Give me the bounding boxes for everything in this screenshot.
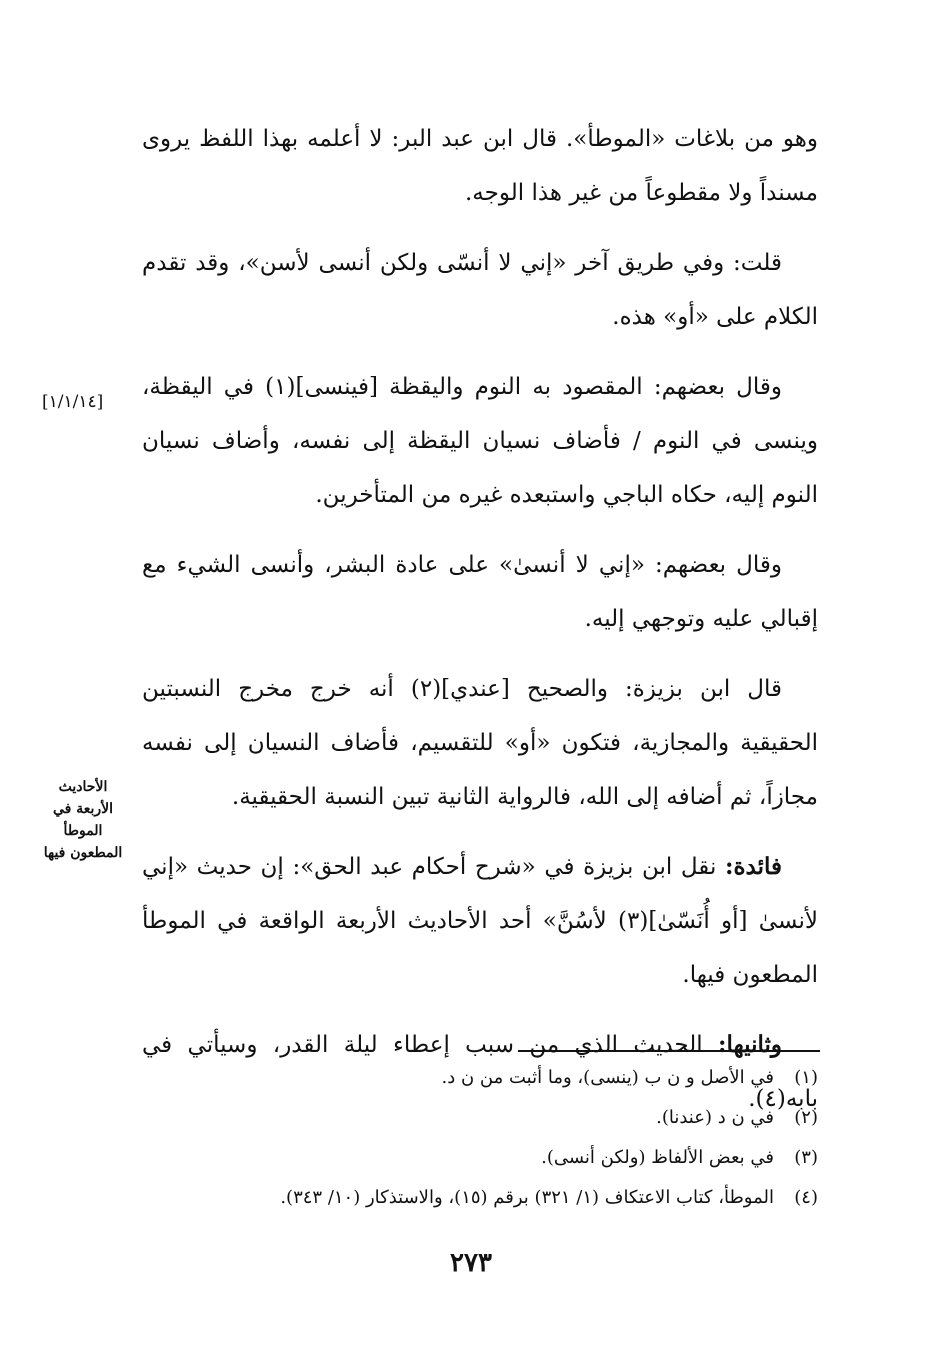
footnote-text: الموطأ، كتاب الاعتكاف (١/ ٣٢١) برقم (١٥)، والاستذكار (١٠/ ٣٤٣). (280, 1187, 774, 1208)
paragraph-4: وقال بعضهم: «إني لا أنسىٰ» على عادة البشر، وأنسى الشيء مع إقبالي عليه وتوجهي إليه. (142, 552, 818, 632)
margin-heading (30, 776, 136, 864)
paragraph-6-text: نقل ابن بزيزة في «شرح أحكام عبد الحق»: إن حديث «إني لأنسىٰ [أو أُنَسّىٰ](٣) لأسُنَّ» أحد الأحاديث الأربعة الواقعة في الموطأ المطعون فيها. (142, 854, 818, 988)
footnote-text: في بعض الألفاظ (ولكن أنسى). (541, 1147, 774, 1168)
footnotes (142, 1058, 818, 1218)
footnote-4 (142, 1178, 818, 1218)
manuscript-folio-reference: [١/١/١٤] (42, 392, 104, 412)
footnote-2 (142, 1098, 818, 1138)
footnote-number: (٤) (794, 1187, 818, 1208)
footnote-1 (142, 1058, 818, 1098)
page-number: ٢٧٣ (450, 1248, 492, 1278)
margin-heading-line: المطعون فيها (43, 845, 123, 861)
footnote-number: (١) (794, 1067, 818, 1088)
paragraph-2: قلت: وفي طريق آخر «إني لا أنسّى ولكن أنسى لأسن»، وقد تقدم الكلام على «أو» هذه. (142, 250, 818, 330)
main-text (142, 112, 818, 1142)
paragraph-1: وهو من بلاغات «الموطأ». قال ابن عبد البر: لا أعلمه بهذا اللفظ يروى مسنداً ولا مقطوعاً من غير هذا الوجه. (142, 126, 818, 206)
margin-heading-line: الموطأ (63, 823, 103, 839)
footnote-3 (142, 1138, 818, 1178)
footnote-divider (518, 1050, 820, 1052)
margin-heading-line: الأربعة في (52, 801, 114, 817)
paragraph-6 (142, 840, 818, 1002)
second-label: وثانيها: (718, 1031, 782, 1058)
benefit-label: فائدة: (724, 853, 783, 880)
footnote-number: (٢) (794, 1107, 818, 1128)
paragraph-7-text: الحديث الذي من سبب إعطاء ليلة القدر، وسيأتي في بابه(٤). (142, 1032, 818, 1112)
footnote-text: في ن د (عندنا). (656, 1107, 774, 1128)
footnote-number: (٣) (794, 1147, 818, 1168)
margin-heading-line: الأحاديث (58, 779, 108, 795)
paragraph-3: وقال بعضهم: المقصود به النوم واليقظة [فينسى](١) في اليقظة، وينسى في النوم / فأضاف نسيان اليقظة إلى نفسه، وأضاف نسيان النوم إليه، حكاه الباجي واستبعده غيره من المتأخرين. (142, 374, 818, 508)
paragraph-5: قال ابن بزيزة: والصحيح [عندي](٢) أنه خرج مخرج النسبتين الحقيقية والمجازية، فتكون «أو» للتقسيم، فأضاف النسيان إلى نفسه مجازاً، ثم أضافه إلى الله، فالرواية الثانية تبين النسبة الحقيقية. (142, 676, 818, 810)
footnote-text: في الأصل و ن ب (ينسى)، وما أثبت من ن د. (441, 1067, 774, 1088)
